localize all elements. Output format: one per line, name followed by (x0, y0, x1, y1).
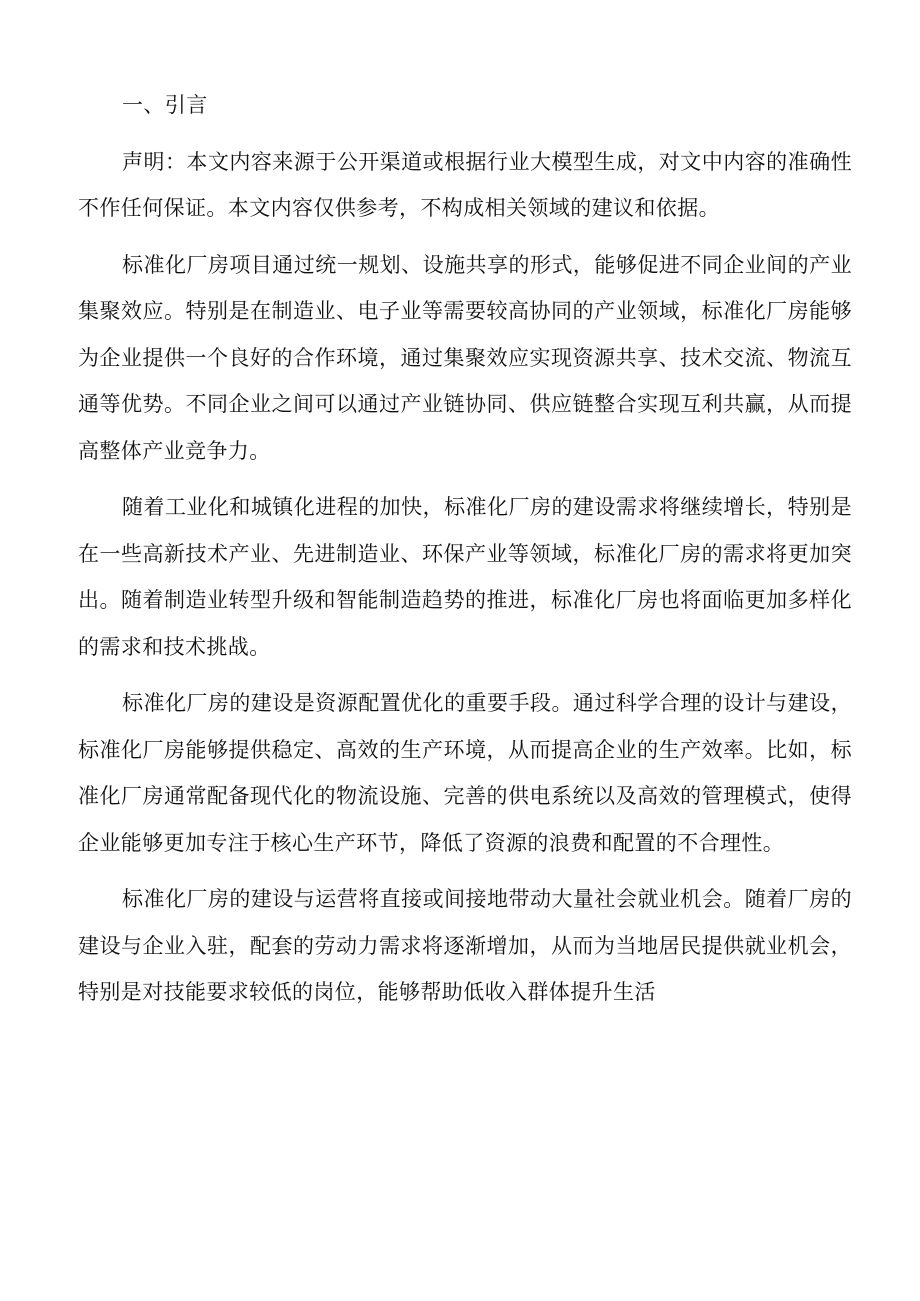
paragraph-disclaimer: 声明：本文内容来源于公开渠道或根据行业大模型生成，对文中内容的准确性不作任何保证。本文内容仅供参考，不构成相关领域的建议和依据。 (78, 149, 852, 220)
document-body (78, 82, 852, 1016)
paragraph: 随着工业化和城镇化进程的加快，标准化厂房的建设需求将继续增长，特别是在一些高新技术产业、先进制造业、环保产业等领域，标准化厂房的需求将更加突出。随着制造业转型升级和智能制造趋势的推进，标准化厂房也将面临更加多样化的需求和技术挑战。 (78, 495, 852, 659)
paragraph: 标准化厂房的建设与运营将直接或间接地带动大量社会就业机会。随着厂房的建设与企业入驻，配套的劳动力需求将逐渐增加，从而为当地居民提供就业机会，特别是对技能要求较低的岗位，能够帮助低收入群体提升生活 (78, 887, 852, 1004)
section-heading: 一、引言 (122, 93, 208, 117)
paragraph: 标准化厂房项目通过统一规划、设施共享的形式，能够促进不同企业间的产业集聚效应。特别是在制造业、电子业等需要较高协同的产业领域，标准化厂房能够为企业提供一个良好的合作环境，通过集聚效应实现资源共享、技术交流、物流互通等优势。不同企业之间可以通过产业链协同、供应链整合实现互利共赢，从而提高整体产业竞争力。 (78, 252, 852, 463)
paragraph: 标准化厂房的建设是资源配置优化的重要手段。通过科学合理的设计与建设，标准化厂房能够提供稳定、高效的生产环境，从而提高企业的生产效率。比如，标准化厂房通常配备现代化的物流设施、完善的供电系统以及高效的管理模式，使得企业能够更加专注于核心生产环节，降低了资源的浪费和配置的不合理性。 (78, 691, 852, 855)
